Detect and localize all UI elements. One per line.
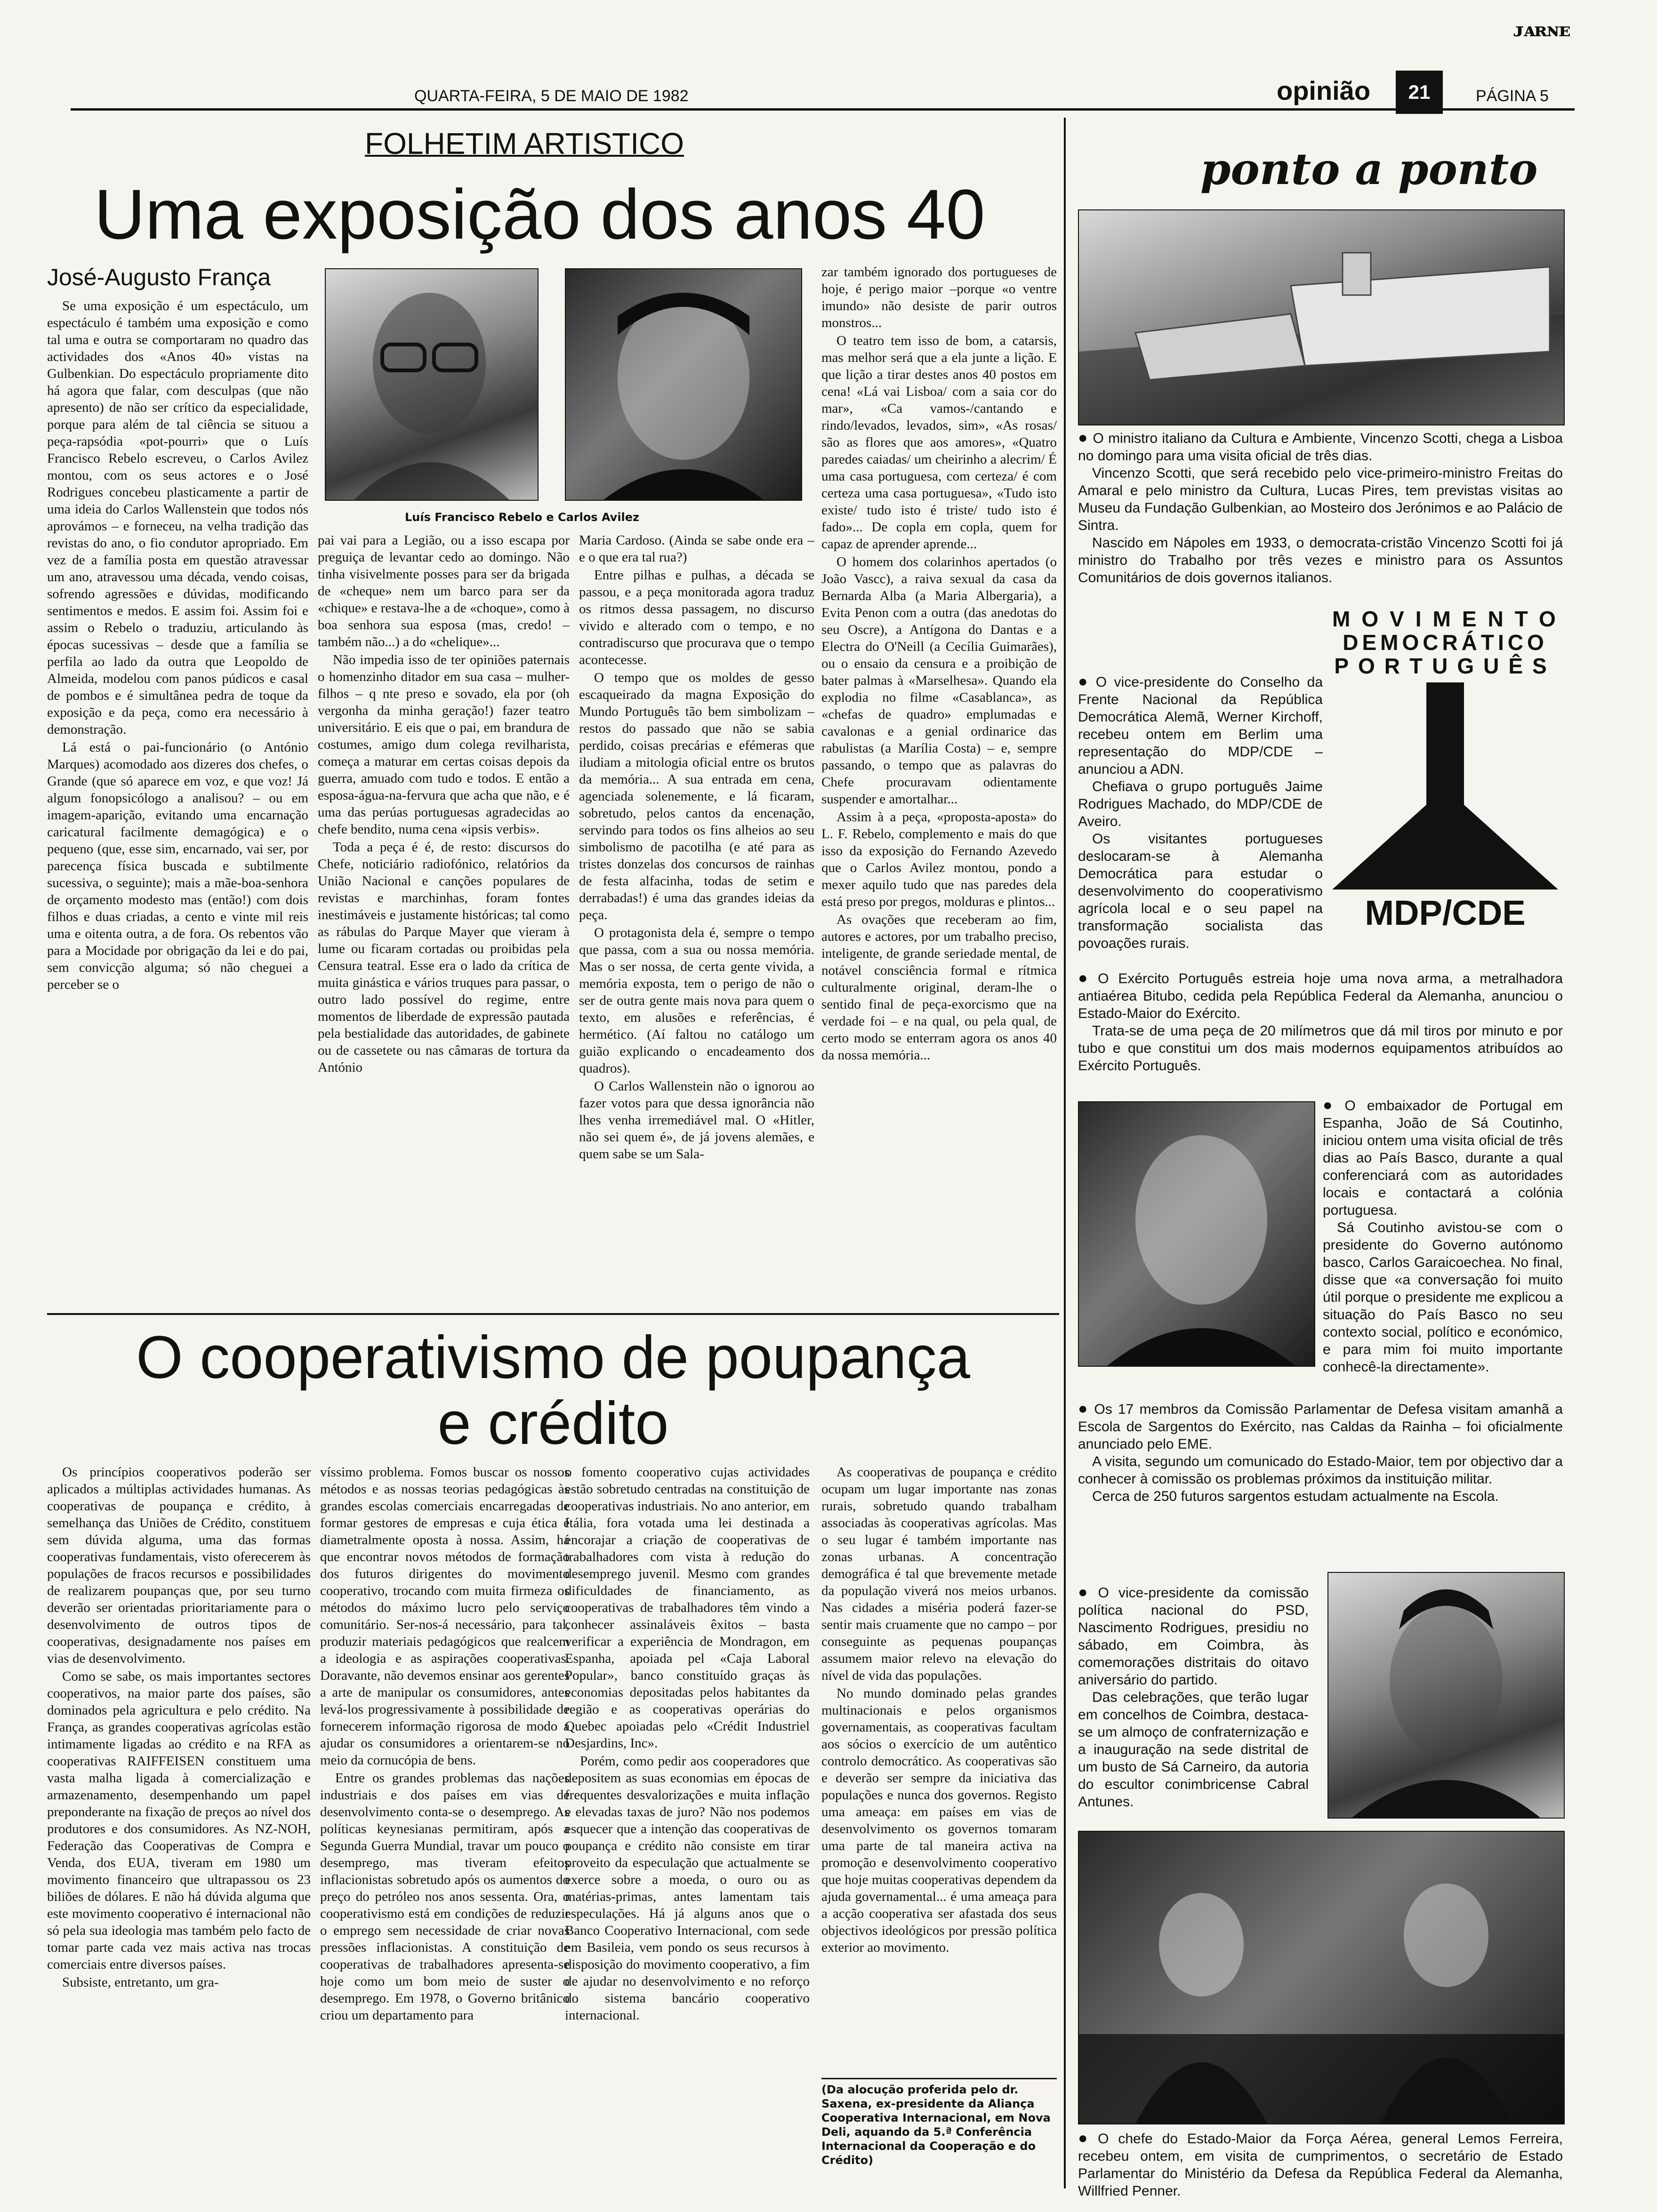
footnote: (Da alocução proferida pelo dr. Saxena, ex-presidente da Aliança Cooperativa Internacional, em Nova Deli, aquando da 5.ª Conferência Internacional da Cooperação e do Crédito): [821, 2083, 1051, 2167]
brief-lead: O vice-presidente da comissão política nacional do PSD, Nascimento Rodrigues, presidiu no sábado, em Coimbra, às comemorações distritais do oitavo aniversário do partido.: [1078, 1585, 1309, 1688]
brief-paragraph: Cerca de 250 futuros sargentos estudam actualmente na Escola.: [1092, 1489, 1499, 1504]
bullet-icon: ●: [1078, 1583, 1094, 1601]
paragraph: Porém, como pedir aos cooperadores que depositem as suas economias em épocas de frequentes desvalorizações e muita inflação e elevadas taxas de juro? Não nos podemos esquecer que a intenção das cooperativas de poupança e crédito não consiste em tirar proveito da especulação que actualmente se exerce sobre a moeda, o ouro ou as matérias-primas, antes lamentam tais especulações. Há já alguns anos que o Banco Cooperativo Internacional, com sede em Basileia, vem pondo os seus recursos à disposição do movimento cooperativo, a fim de ajudar no desenvolvimento e no reforço do sistema bancário cooperativo internacional.: [565, 1754, 810, 2023]
paragraph: As cooperativas de poupança e crédito ocupam um lugar importante nas zonas rurais, sobretudo quando trabalham associadas às cooperativas agrícolas. Mas o seu lugar é também importante nas zonas urbanas. A concentração demográfica é tal que brevemente metade da população viverá nos meios urbanos. Nas cidades a miséria poderá fazer-se sentir mais cruamente que no campo – por conseguinte as pequenas poupanças assumem maior relevo na elevação do nível de vida das populações.: [821, 1465, 1057, 1683]
bullet-icon: ●: [1078, 1400, 1090, 1418]
folhetim-col-3: [579, 532, 814, 1308]
coop-col-1: [47, 1464, 311, 2198]
kicker: FOLHETIM ARTISTICO: [365, 127, 684, 160]
brief-lead: Os 17 membros da Comissão Parlamentar de Defesa visitam amanhã a Escola de Sargentos do Exército, nas Caldas da Rainha – foi oficialmente anunciado pelo EME.: [1078, 1402, 1563, 1452]
brief-paragraph: Nascido em Nápoles em 1933, o democrata-cristão Vincenzo Scotti foi já ministro do Trabalho por três vezes e ministro para os Assuntos Comunitários de dois governos italianos.: [1078, 535, 1563, 585]
brief-paragraph: Vincenzo Scotti, que será recebido pelo vice-primeiro-ministro Freitas do Amaral e pelo ministro da Cultura, Lucas Pires, tem previstas visitas ao Museu da Fundação Gulbenkian, ao Mosteiro dos Jerónimos e ao Palácio de Sintra.: [1078, 465, 1563, 533]
photo-sa-coutinho: [1078, 1101, 1315, 1367]
coop-col-3: [565, 1464, 810, 2198]
photo-caption: Luís Francisco Rebelo e Carlos Avilez: [405, 511, 640, 524]
paragraph: Subsiste, entretanto, um gra-: [62, 1975, 219, 1990]
mdp-emblem-icon: [1332, 682, 1558, 890]
paragraph: O Carlos Wallenstein não o ignorou ao fazer votos para que dessa ignorância não lhes venha irremediável mal. O «Hitler, não sei quem é», de já jovens alemães, e quem sabe se um Sala-: [579, 1079, 814, 1162]
brief-exercito: [1078, 970, 1563, 1074]
brief-lead: O embaixador de Portugal em Espanha, João de Sá Coutinho, iniciou ontem uma visita oficial de três dias ao País Basco, durante a qual conferenciará com as autoridades locais e contactará a colónia portuguesa.: [1323, 1098, 1563, 1218]
headline-coop-2: e crédito: [437, 1390, 669, 1457]
paragraph: As ovações que receberam ao fim, autores e actores, por um trabalho preciso, inteligente, de grande seriedade mental, de notável consciência formal e rítmica culturalmente original, deram-lhe o sentido final de peça-exorcismo que na verdade foi – e na qual, ou pela qual, de certo modo se enterram agora os anos 40 da nossa memória...: [821, 912, 1057, 1063]
brief-lead: O Exército Português estreia hoje uma nova arma, a metralhadora antiaérea Bitubo, cedida pela República Federal da Alemanha, anunciou o Estado-Maior do Exército.: [1078, 971, 1563, 1021]
paragraph: víssimo problema. Fomos buscar os nossos métodos e as nossas teorias pedagógicas às grandes escolas comerciais encarregadas de formar gestores de empresas e cuja ética é diametralmente oposta à nossa. Assim, há que encontrar novos métodos de formação dos futuros dirigentes do movimento cooperativo, trocando com muita firmeza os métodos do máximo lucro pelo serviço comunitário. Ser-nos-á necessário, para tal, produzir materiais pedagógicos que realcem a ideologia e as aspirações cooperativas. Doravante, não devemos ensinar aos gerentes a arte de manipular os consumidores, antes levá-los progressivamente à possibilidade de fornecerem informação rigorosa de modo a ajudar os consumidores a orientarem-se no meio da cornucópia de bens.: [320, 1465, 570, 1768]
bullet-icon: ●: [1323, 1096, 1340, 1114]
brief-scotti: [1078, 429, 1563, 586]
bullet-icon: ●: [1078, 673, 1091, 690]
section-box: 21: [1396, 71, 1443, 114]
paragraph: Maria Cardoso. (Ainda se sabe onde era – e o que era tal rua?): [579, 533, 814, 565]
portrait-silhouette: [566, 269, 801, 500]
bullet-icon: ●: [1078, 429, 1088, 447]
brief-lead: O ministro italiano da Cultura e Ambiente, Vincenzo Scotti, chega a Lisboa no domingo para uma visita oficial de três dias.: [1078, 431, 1563, 464]
paragraph: O tempo que os moldes de gesso escaqueirado da magna Exposição do Mundo Português tão bem simbolizam – restos do passado que não se sabia perdido, coisas precárias e efémeras que iludiam a mitologia oficial entre os brutos da memória... A sua entrada em cena, agenciada solenemente, e lá ficaram, sobretudo, pelos cantos da encenação, servindo para todos os fins alheios ao seu simbolismo de pacotilha (e até para as tristes donzelas dos concursos de rainhas de festa alfacinha, todas de setim e derrabadas!) é uma das grandes ideias da peça.: [579, 670, 814, 922]
section-rule: [47, 1313, 1059, 1315]
brief-paragraph: A visita, segundo um comunicado do Estado-Maior, tem por objectivo dar a conhecer à comissão os problemas próximos da instituição militar.: [1078, 1454, 1563, 1487]
masthead-rule: [71, 108, 1575, 111]
coop-col-4: [821, 1464, 1057, 2071]
paragraph: Se uma exposição é um espectáculo, um espectáculo é também uma exposição e como tal uma e outra se comportaram no quadro das actividades dos «Anos 40» vistas na Gulbenkian. Do espectáculo propriamente dito há agora que falar, com desculpas (que não apresento) de não ser crítico da especialidade, porque para além de tal ciência se situou a peça-rapsódia «pot-pourri» que o Luís Francisco Rebelo escreveu, o Carlos Avilez montou, com os seus actores e o José Rodrigues concebeu plasticamente a partir de uma ideia do Carlos Wallenstein que todos nós aprovámos – e forneceu, na velha tradição das revistas do ano, o fio condutor apropriado. Em vez de a família posta em questão atravessar um ano, atravessou uma década, vendo coisas, sofrendo agressões e dúvidas, modificando sentimentos e medos. E assim foi. Assim foi e assim o Rebelo o traduziu, articulando às épocas sucessivas – desde que a família se perfila ao lado da outra que Leopoldo de Almeida, modelou com panos púdicos e casal de pombos e é simultânea pedra de toque da exposição e da peça, como era necessário à demonstração.: [47, 298, 308, 737]
mdp-logo-line-2: DEMOCRÁTICO: [1343, 630, 1548, 655]
masthead-date: QUARTA-FEIRA, 5 DE MAIO DE 1982: [414, 87, 689, 105]
folhetim-col-1: [47, 297, 308, 1305]
paragraph: O teatro tem isso de bom, a catarsis, mas melhor será que a ela junte a lição. E que lição a tirar destes anos 40 postos em cena! «Lá vai Lisboa/ com a saia cor do mar», «Ca vamos-/cantando e rindo/levados, levados, sim», «As rosas/ são as flores que aos amores», «Quatro paredes caiadas/ um cheirinho a alecrim/ É uma casa portuguesa, com certeza/ é com certeza uma casa portuguesa», «Tudo isto existe/ tudo isto é triste/ tudo isto é fado»... De copla em copla, quem for capaz de aprender aprende...: [821, 333, 1057, 552]
headline: Uma exposição dos anos 40: [94, 175, 985, 254]
photo-avilez: [565, 268, 802, 501]
page-number: PÁGINA 5: [1476, 87, 1549, 105]
photo-palace: [1078, 209, 1565, 425]
portrait-silhouette: [1328, 1573, 1564, 1818]
byline: José-Augusto França: [47, 264, 271, 290]
sidebar-title: ponto a ponto: [1200, 144, 1538, 194]
paragraph: zar também ignorado dos portugueses de hoje, é perigo maior –porque «o ventre imundo» não desiste de parir outros monstros...: [821, 264, 1057, 330]
mdp-logo-acronym: MDP/CDE: [1365, 893, 1526, 932]
brief-forca-aerea: [1078, 2130, 1563, 2200]
brief-sa-coutinho: [1323, 1097, 1563, 1376]
portrait-silhouette: [1079, 1102, 1314, 1366]
paragraph: o fomento cooperativo cujas actividades estão sobretudo centradas na constituição de cooperativas industriais. No ano anterior, em Itália, fora votada uma lei destinada a encorajar a criação de cooperativas de trabalhadores com vista à redução do desemprego juvenil. Mesmo com grandes dificuldades de financiamento, as cooperativas de trabalhadores têm vindo a conhecer assinaláveis êxitos – basta verificar a experiência de Mondragon, em Espanha, apoiada pel «Caja Laboral Popular», banco constituído graças às economias depositadas pelos habitantes da região e as cooperativas operárias do Quebec apoiadas pelo «Crédit Industriel Desjardins, Inc».: [565, 1465, 810, 1751]
brief-comissao: [1078, 1400, 1563, 1505]
brief-mdp: [1078, 673, 1323, 952]
mdp-logo: [1332, 607, 1567, 955]
photo-nascimento-rodrigues: [1327, 1572, 1565, 1819]
photo-rebelo: [325, 268, 539, 501]
paragraph: Lá está o pai-funcionário (o António Marques) acomodado aos dizeres dos chefes, o Grande (que só aparece em voz, e que voz! Já algum fonopsicólogo a analisou? – ou em imagem-aparição, evitando uma encarnação caricatural facilmente demagógica) e o pequeno (que, esse sim, encarnado, vai ser, por parecença física buscada e subtilmente sucessiva, o seguinte); mais a mãe-boa-senhora de orçamento modesto mas (então!) com dois filhos e duas criadas, a cento e vinte mil reis uma e oitenta outra, a de fora. Os rebentos vão para a Mocidade por obrigação da lei e do pai, sem convicção alguma; só não cheguei a perceber se o: [47, 740, 308, 992]
portrait-silhouette: [326, 269, 538, 500]
brief-paragraph: Chefiava o grupo português Jaime Rodrigues Machado, do MDP/CDE de Aveiro.: [1078, 779, 1323, 829]
section-label: opinião: [1277, 76, 1371, 105]
footnote-rule: [821, 2078, 1057, 2079]
brief-paragraph: Os visitantes portugueses deslocaram-se à Alemanha Democrática para estudar o desenvolvimento do cooperativismo agrícola local e o seu papel na transformação socialista das povoações rurais.: [1078, 831, 1323, 951]
paragraph: O homem dos colarinhos apertados (o João Vascc), a raiva sexual da casa da Bernarda Alba (a Maria Albergaria), a Evita Penon com a outra (das anedotas do seu Oscre), a Antígona do Dantas e a Electra do O'Neill (a Cecília Guimarães), ou o ensaio da censura e a proibição de bater palmas à «Marselhesa». Quando ela explodia no filme «Casablanca», as «chefas de quadro» emplumadas e cavalonas e a genial ordinarice das rabulistas (a Marília Costa) – e, sempre passando, o tempo que as palavras do Chefe procuravam odientamente suspender e amortalhar...: [821, 554, 1057, 807]
paragraph: Os princípios cooperativos poderão ser aplicados a múltiplas actividades humanas. As cooperativas de poupança e crédito, à semelhança das Uniões de Crédito, constituem sem dúvida alguma, uma das formas cooperativas fundamentais, visto oferecerem às populações de fracos recursos e possibilidades de realizarem poupanças que, por seu turno deverão ser orientadas prioritariamente para o desenvolvimento de outros tipos de cooperativas, designadamente nos países em vias de desenvolvimento.: [47, 1465, 311, 1666]
paragraph: Assim à a peça, «proposta-aposta» do L. F. Rebelo, complemento e mais do que isso da exposição do Fernando Azevedo que o Carlos Avilez montou, pondo a mexer aquilo tudo que nas paredes dela está preso por pregos, molduras e plintos...: [821, 809, 1057, 909]
paragraph: O protagonista dela é, sempre o tempo que passa, com a sua ou nossa memória. Mas o ser nossa, de certa gente vivida, a memória exposta, tem o perigo de não o ser de outra gente mais nova para quem o texto, em alusões e referências, é hermético. (Aí faltou no catálogo um guião explicando o encadeamento dos quadros).: [579, 925, 814, 1076]
bullet-icon: ●: [1078, 2129, 1094, 2147]
brief-paragraph: Sá Coutinho avistou-se com o presidente do Governo autónomo basco, Carlos Garaicoechea. No final, disse que «a conversação foi muito útil porque o presidente me explicou a situação do País Basco no seu contexto social, político e económico, e para mim foi muito importante conhecê-la directamente».: [1323, 1220, 1563, 1375]
masthead-logo: ᴊᴀʀɴᴇ: [1513, 19, 1570, 41]
paragraph: Toda a peça é é, de resto: discursos do Chefe, noticiário radiofónico, relatórios da União Nacional e canções populares de revistas e marchinhas, foram fontes inestimáveis e justamente históricas; tal como as rábulas do Parque Mayer que vieram à lume ou ficaram cortadas ou proibidas pela Censura teatral. Esse era o lado da crítica de muita ginástica e vários truques para passar, o outro lado possível do regime, entre momentos de liberdade de expressão pautada pela bestialidade das autoridades, de gabinete ou de cassetete ou nas câmaras de tortura da António: [318, 840, 570, 1075]
mdp-logo-line-3: PORTUGUÊS: [1334, 654, 1556, 678]
paragraph: Entre pilhas e pulhas, a década se passou, e a peça monitorada agora traduz os ritmos dessa passagem, no discurso vivido e alterado com o tempo, e no contradiscurso que procurava que o tempo acontecesse.: [579, 568, 814, 667]
brief-psd: [1078, 1584, 1309, 1811]
paragraph: Não impedia isso de ter opiniões paternais o homenzinho ditador em sua casa – mulher-filhos – q nte preso e sovado, ela por (oh vergonha da minha geração!) fazer teatro universitário. E eis que o pai, em brandura de costumes, amigo dum colega revilharista, começa a maturar em certas coisas depois da guerra, amuado com tudo e todos. E então a esposa-água-na-fervura que acha que não, e é uma das perúas portuguesas agradecidas ao chefe bendito, numa cena «ipsis verbis».: [318, 652, 570, 837]
paragraph: Entre os grandes problemas das nações industriais e dos países em vias de desenvolvimento conta-se o desemprego. As políticas keynesianas permitiram, após a Segunda Guerra Mundial, travar um pouco o desemprego, mas tiveram efeitos inflacionistas sobretudo após os aumentos do preço do petróleo nos anos sessenta. Ora, o cooperativismo está em condições de reduzir o emprego sem necessidade de criar novas pressões inflacionistas. A constituição de cooperativas de trabalhadores apresenta-se hoje como um bom meio de suster o desemprego. Em 1978, o Governo britânico criou um departamento para: [320, 1771, 570, 2023]
paragraph: Como se sabe, os mais importantes sectores cooperativos, na maior parte dos países, são dominados pela agricultura e pelo crédito. Na França, as grandes cooperativas agrícolas estão intimamente ligadas ao crédito e na RFA as cooperativas RAIFFEISEN constituem uma vasta malha ligada à comercialização e armazenamento, desempenhando um papel preponderante na fixação de preços ao nível dos produtores e dos consumidores. As NZ-NOH, Federação das Cooperativas de Compra e Venda, dos EUA, tiveram em 1980 um movimento financeiro que ultrapassou os 23 biliões de dólares. E não há dúvida alguma que este movimento cooperativo é internacional não só pela sua ideologia mas também pelo facto de tomar parte cada vez mais activa nas trocas comerciais entre diversos países.: [47, 1669, 311, 1972]
brief-lead: O vice-presidente do Conselho da Frente Nacional da República Democrática Alemã, Werner Kirchoff, recebeu ontem em Berlim uma representação do MDP/CDE – anunciou a ADN.: [1078, 674, 1323, 777]
headline-coop-1: O cooperativismo de poupança: [136, 1324, 970, 1391]
brief-lead: O chefe do Estado-Maior da Força Aérea, general Lemos Ferreira, recebeu ontem, em visita de cumprimentos, o secretário de Estado Parlamentar do Ministério da Defesa da República Federal da Alemanha, Willfried Penner.: [1078, 2131, 1563, 2199]
folhetim-col-2: [318, 532, 570, 1308]
bullet-icon: ●: [1078, 969, 1094, 987]
aerial-building-illustration: [1079, 210, 1564, 425]
column-divider: [1064, 118, 1066, 2188]
mdp-logo-line-1: MOVIMENTO: [1332, 607, 1567, 631]
meeting-illustration: [1079, 1832, 1564, 2124]
coop-col-2: [320, 1464, 570, 2198]
folhetim-col-4: [821, 264, 1057, 1308]
brief-paragraph: Das celebrações, que terão lugar em concelhos de Coimbra, destaca-se um almoço de confraternização e a inauguração na sede distrital de um busto de Sá Carneiro, da autoria do escultor conimbricense Cabral Antunes.: [1078, 1690, 1309, 1810]
brief-paragraph: Trata-se de uma peça de 20 milímetros que dá mil tiros por minuto e por tubo e que constitui um dos mais modernos equipamentos atribuídos ao Exército Português.: [1078, 1023, 1563, 1074]
paragraph: No mundo dominado pelas grandes multinacionais e pelos organismos governamentais, as cooperativas facultam aos sócios o exercício de um autêntico controlo democrático. As cooperativas são e deverão ser sempre da iniciativa das populações e nunca dos governos. Registo uma ameaça: em países em vias de desenvolvimento os governos tomaram uma parte de tal maneira activa na promoção e desenvolvimento cooperativo que hoje muitas cooperativas dependem da ajuda governamental... é uma ameaça para a acção cooperativa ser afastada dos seus objectivos ideológicos por pressão política exterior ao movimento.: [821, 1686, 1057, 1955]
photo-lemos-ferreira: [1078, 1831, 1565, 2124]
paragraph: pai vai para a Legião, ou a isso escapa por preguiça de levantar cedo ao domingo. Não tinha visivelmente posses para ser da brigada de «cheque» nem um barco para ser da «chique» e restava-lhe a de «choque», como à boa senhora sua esposa (mas, credo! – também não...) a do «chelique»...: [318, 533, 570, 649]
